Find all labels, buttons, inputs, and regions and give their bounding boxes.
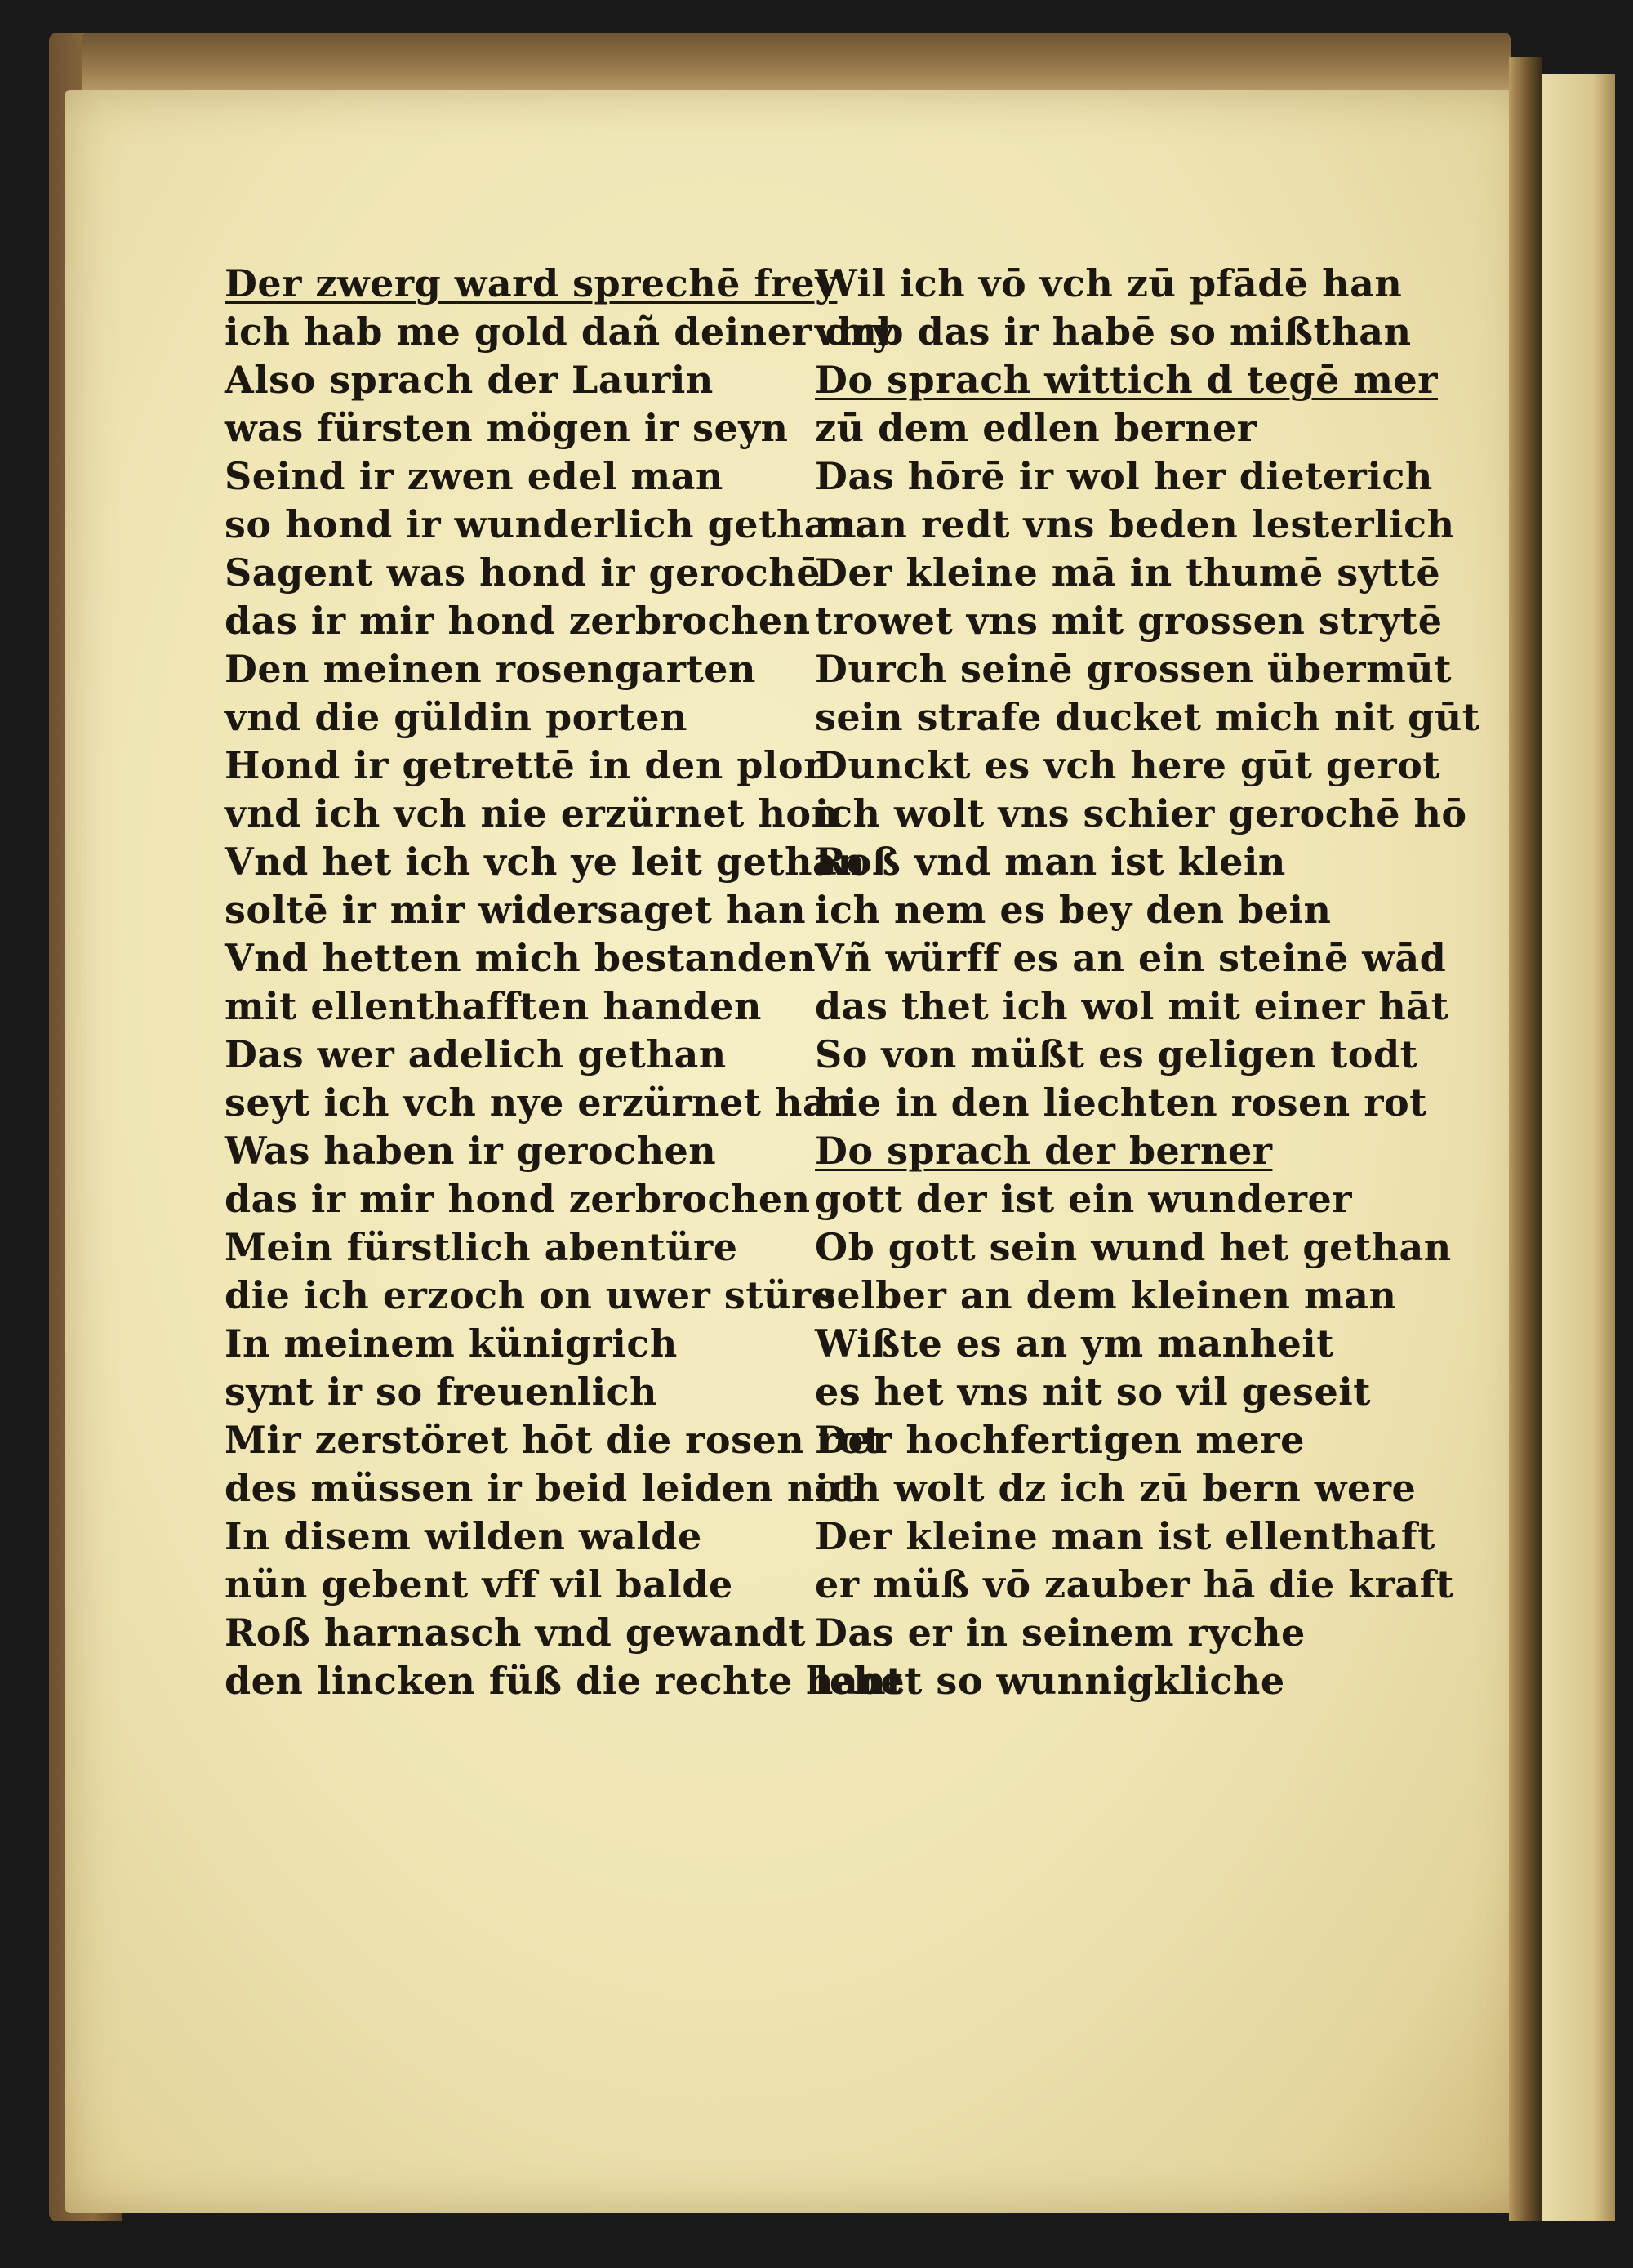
verse-line: vnd ich vch nie erzürnet hon bbox=[225, 791, 839, 835]
verse-line: soltē ir mir widersaget han bbox=[225, 888, 807, 932]
verse-line: Seind ir zwen edel man bbox=[225, 454, 723, 498]
verse-line: Mein fürstlich abentüre bbox=[225, 1225, 738, 1269]
verse-line: Das hōrē ir wol her dieterich bbox=[815, 454, 1433, 498]
verse-line: Ob gott sein wund het gethan bbox=[815, 1225, 1452, 1269]
verse-line: Sagent was hond ir gerochē bbox=[225, 550, 821, 595]
verse-line: hie in den liechten rosen rot bbox=[815, 1081, 1427, 1125]
verse-line: was fürsten mögen ir seyn bbox=[225, 406, 789, 450]
verse-line: Also sprach der Laurin bbox=[225, 358, 714, 402]
facing-page-edge bbox=[1542, 74, 1615, 2221]
verse-line: selber an dem kleinen man bbox=[815, 1273, 1397, 1317]
verse-line: Mir zerstöret hōt die rosen rot bbox=[225, 1418, 882, 1462]
verse-line: Vnd hetten mich bestanden bbox=[225, 936, 816, 980]
verse-line: Do sprach wittich d tegē mer bbox=[815, 358, 1438, 402]
verse-line: das ir mir hond zerbrochen bbox=[225, 1177, 811, 1221]
verse-line: ich wolt dz ich zū bern were bbox=[815, 1466, 1417, 1510]
verse-line: des müssen ir beid leiden not bbox=[225, 1466, 858, 1510]
verse-line: die ich erzoch on uwer stüre bbox=[225, 1273, 836, 1317]
verse-line: sein strafe ducket mich nit gūt bbox=[815, 695, 1480, 739]
book-gutter bbox=[1509, 57, 1542, 2221]
verse-line: vmb das ir habē so mißthan bbox=[815, 310, 1412, 354]
verse-line: lebet so wunnigkliche bbox=[815, 1659, 1285, 1703]
verse-line: so hond ir wunderlich gethan bbox=[225, 502, 857, 546]
verse-line: ich nem es bey den bein bbox=[815, 888, 1332, 932]
verse-line: Der hochfertigen mere bbox=[815, 1418, 1305, 1462]
verse-line: Das er in seinem ryche bbox=[815, 1611, 1306, 1655]
verse-line: In meinem künigrich bbox=[225, 1321, 678, 1366]
verse-line: Der kleine mā in thumē syttē bbox=[815, 550, 1441, 595]
verse-line: Der kleine man ist ellenthaft bbox=[815, 1514, 1435, 1558]
verse-line: das ir mir hond zerbrochen bbox=[225, 599, 811, 643]
verse-line: synt ir so freuenlich bbox=[225, 1370, 657, 1414]
verse-line: ich hab me gold dañ deiner dry bbox=[225, 310, 895, 354]
left-text-column bbox=[225, 260, 904, 1705]
verse-line: zū dem edlen berner bbox=[815, 406, 1257, 450]
verse-line: den lincken füß die rechte hant bbox=[225, 1659, 904, 1703]
verse-line: vnd die güldin porten bbox=[225, 695, 687, 739]
verse-line: nün gebent vff vil balde bbox=[225, 1562, 733, 1606]
verse-line: seyt ich vch nye erzürnet han bbox=[225, 1081, 856, 1125]
verse-line: Das wer adelich gethan bbox=[225, 1032, 727, 1076]
verse-line: Roß harnasch vnd gewandt bbox=[225, 1611, 807, 1655]
verse-line: das thet ich wol mit einer hāt bbox=[815, 984, 1449, 1028]
verse-line: Was haben ir gerochen bbox=[225, 1129, 717, 1173]
verse-line: Do sprach der berner bbox=[815, 1129, 1273, 1173]
verse-line: Durch seinē grossen übermūt bbox=[815, 647, 1452, 691]
verse-line: Vnd het ich vch ye leit gethan bbox=[225, 840, 865, 884]
verse-line: mit ellenthafften handen bbox=[225, 984, 762, 1028]
verse-line: In disem wilden walde bbox=[225, 1514, 702, 1558]
verse-line: Roß vnd man ist klein bbox=[815, 840, 1286, 884]
verse-line: Wil ich vō vch zū pfādē han bbox=[815, 261, 1403, 305]
verse-line: Hond ir getrettē in den plon bbox=[225, 743, 832, 787]
verse-line: Den meinen rosengarten bbox=[225, 647, 756, 691]
verse-line: er müß vō zauber hā die kraft bbox=[815, 1562, 1454, 1606]
verse-line: es het vns nit so vil geseit bbox=[815, 1370, 1372, 1414]
verse-line: Wißte es an ym manheit bbox=[815, 1321, 1335, 1366]
verse-line: So von müßt es geligen todt bbox=[815, 1032, 1418, 1076]
verse-line: Der zwerg ward sprechē frey bbox=[225, 261, 838, 305]
verse-line: ich wolt vns schier gerochē hō bbox=[815, 791, 1467, 835]
verse-line: trowet vns mit grossen strytē bbox=[815, 599, 1443, 643]
verse-line: man redt vns beden lesterlich bbox=[815, 502, 1455, 546]
verse-line: Dunckt es vch here gūt gerot bbox=[815, 743, 1440, 787]
verse-line: gott der ist ein wunderer bbox=[815, 1177, 1353, 1221]
verse-line: Vñ würff es an ein steinē wād bbox=[815, 936, 1447, 980]
right-text-column bbox=[815, 260, 1480, 1705]
